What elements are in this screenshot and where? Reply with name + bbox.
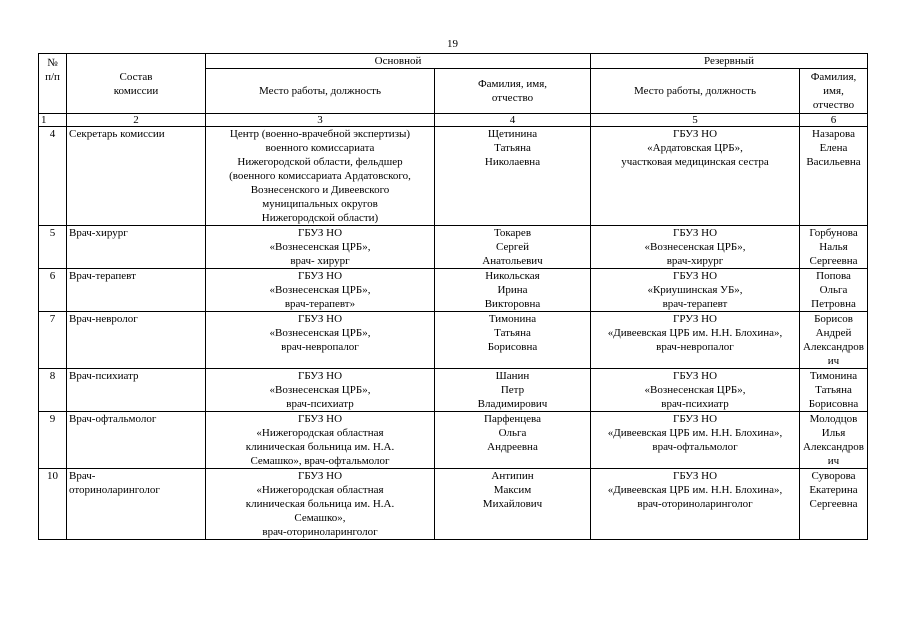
row-role: Врач-невролог — [67, 312, 206, 369]
row-main-fullname: Щетинина Татьяна Николаевна — [435, 127, 591, 226]
row-role: Врач- оториноларинголог — [67, 469, 206, 540]
row-reserve-fullname: Борисов Андрей Александров ич — [800, 312, 868, 369]
row-reserve-fullname: Попова Ольга Петровна — [800, 269, 868, 312]
row-main-fullname: Антипин Максим Михайлович — [435, 469, 591, 540]
row-main-fullname: Парфенцева Ольга Андреевна — [435, 412, 591, 469]
row-reserve-workplace: ГБУЗ НО «Криушинская УБ», врач-терапевт — [591, 269, 800, 312]
header-main-fullname: Фамилия, имя, отчество — [435, 69, 591, 114]
row-reserve-fullname: Суворова Екатерина Сергеевна — [800, 469, 868, 540]
row-main-fullname: Шанин Петр Владимирович — [435, 369, 591, 412]
row-reserve-workplace: ГБУЗ НО «Дивеевская ЦРБ им. Н.Н. Блохина», врач-оториноларинголог — [591, 469, 800, 540]
row-number: 8 — [39, 369, 67, 412]
table-row — [39, 412, 868, 469]
row-main-workplace: Центр (военно-врачебной экспертизы) военного комиссариата Нижегородской области, фельдшер (военного комиссариата Ардатовского, Вознесенского и Дивеевского муниципальных округов Нижегородской области) — [206, 127, 435, 226]
row-reserve-workplace: ГБУЗ НО «Ардатовская ЦРБ», участковая медицинская сестра — [591, 127, 800, 226]
row-main-fullname: Токарев Сергей Анатольевич — [435, 226, 591, 269]
row-number: 9 — [39, 412, 67, 469]
table-row — [39, 312, 868, 369]
row-reserve-workplace: ГРУЗ НО «Дивеевская ЦРБ им. Н.Н. Блохина», врач-невропалог — [591, 312, 800, 369]
row-main-fullname: Тимонина Татьяна Борисовна — [435, 312, 591, 369]
row-role: Секретарь комиссии — [67, 127, 206, 226]
table-row — [39, 226, 868, 269]
row-reserve-fullname: Молодцов Илья Александров ич — [800, 412, 868, 469]
row-reserve-fullname: Тимонина Татьяна Борисовна — [800, 369, 868, 412]
row-main-workplace: ГБУЗ НО «Нижегородская областная клиническая больница им. Н.А. Семашко», врач-офтальмолог — [206, 412, 435, 469]
row-role: Врач-терапевт — [67, 269, 206, 312]
row-main-workplace: ГБУЗ НО «Вознесенская ЦРБ», врач-терапевт» — [206, 269, 435, 312]
column-number: 2 — [67, 114, 206, 127]
table-row — [39, 269, 868, 312]
row-reserve-workplace: ГБУЗ НО «Дивеевская ЦРБ им. Н.Н. Блохина», врач-офтальмолог — [591, 412, 800, 469]
table-row — [39, 369, 868, 412]
header-reserve-workplace: Место работы, должность — [591, 69, 800, 114]
row-number: 7 — [39, 312, 67, 369]
commission-table — [38, 53, 868, 540]
row-main-workplace: ГБУЗ НО «Вознесенская ЦРБ», врач-психиатр — [206, 369, 435, 412]
column-number: 5 — [591, 114, 800, 127]
table-row — [39, 127, 868, 226]
row-number: 5 — [39, 226, 67, 269]
column-number: 3 — [206, 114, 435, 127]
row-reserve-fullname: Горбунова Налья Сергеевна — [800, 226, 868, 269]
row-number: 10 — [39, 469, 67, 540]
row-role: Врач-психиатр — [67, 369, 206, 412]
row-main-workplace: ГБУЗ НО «Вознесенская ЦРБ», врач-невропалог — [206, 312, 435, 369]
row-number: 6 — [39, 269, 67, 312]
page-number: 19 — [447, 38, 458, 50]
header-num: № п/п — [39, 54, 67, 114]
row-number: 4 — [39, 127, 67, 226]
row-reserve-workplace: ГБУЗ НО «Вознесенская ЦРБ», врач-психиатр — [591, 369, 800, 412]
header-main: Основной — [206, 54, 591, 69]
column-number-row — [39, 114, 868, 127]
column-number: 6 — [800, 114, 868, 127]
table-row — [39, 469, 868, 540]
row-reserve-fullname: Назарова Елена Васильевна — [800, 127, 868, 226]
row-main-workplace: ГБУЗ НО «Вознесенская ЦРБ», врач- хирург — [206, 226, 435, 269]
header-composition: Состав комиссии — [67, 54, 206, 114]
column-number: 1 — [39, 114, 67, 127]
row-main-workplace: ГБУЗ НО «Нижегородская областная клиническая больница им. Н.А. Семашко», врач-оториноларинголог — [206, 469, 435, 540]
row-role: Врач-офтальмолог — [67, 412, 206, 469]
row-role: Врач-хирург — [67, 226, 206, 269]
header-reserve: Резервный — [591, 54, 868, 69]
header-main-workplace: Место работы, должность — [206, 69, 435, 114]
header-reserve-fullname: Фамилия, имя, отчество — [800, 69, 868, 114]
row-reserve-workplace: ГБУЗ НО «Вознесенская ЦРБ», врач-хирург — [591, 226, 800, 269]
header-row-top — [39, 54, 868, 69]
column-number: 4 — [435, 114, 591, 127]
row-main-fullname: Никольская Ирина Викторовна — [435, 269, 591, 312]
